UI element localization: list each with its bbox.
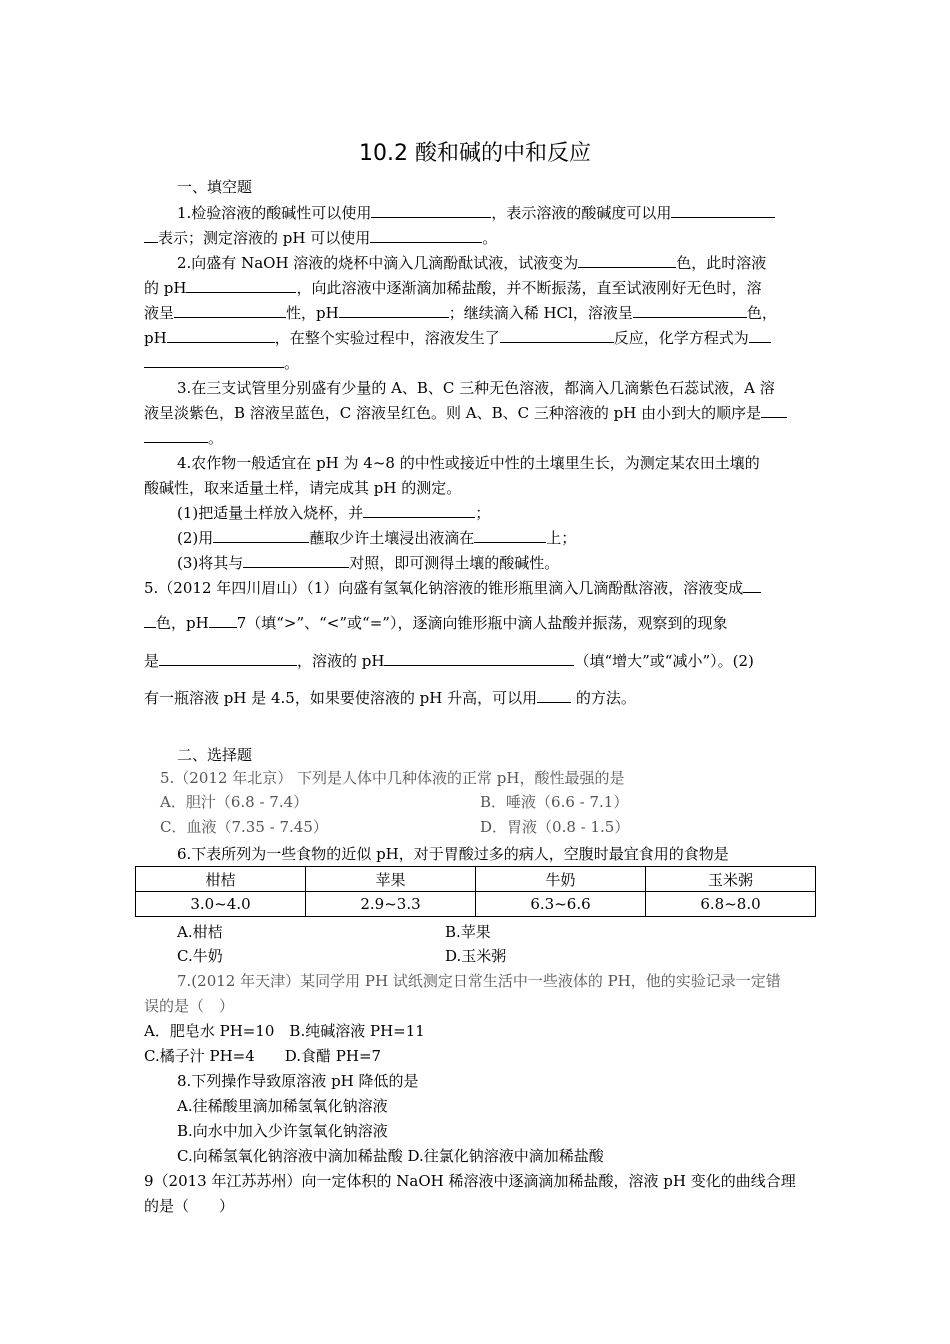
table-header-cell: 苹果	[306, 867, 476, 892]
choice-5-question: 5.（2012 年北京） 下列是人体中几种体液的正常 pH，酸性最强的是	[160, 769, 625, 787]
answer-blank	[159, 651, 297, 666]
table-header-row	[136, 867, 816, 892]
q2-text-d: ，向此溶液中逐渐滴加稀盐酸，并不断振荡，直至试液刚好无色时，溶	[296, 279, 762, 297]
choice-8-option-a: A.往稀酸里滴加稀氢氧化钠溶液	[177, 1097, 388, 1115]
choice-5-option-c: C．血液（7.35 - 7.45）	[160, 818, 328, 836]
choice-9-question-line-2: 的是（ ）	[144, 1197, 235, 1215]
answer-blank	[209, 613, 237, 628]
choice-8-question: 8.下列操作导致原溶液 pH 降低的是	[177, 1072, 419, 1090]
answer-blank	[371, 203, 491, 218]
q1-text-b: ，表示溶液的酸碱度可以用	[491, 204, 672, 222]
section-heading-choice: 二、选择题	[177, 746, 253, 764]
answer-blank	[578, 253, 676, 268]
q2-text-a: 2.向盛有 NaOH 溶液的烧杯中滴入几滴酚酞试液，试液变为	[177, 254, 579, 272]
answer-blank	[743, 578, 761, 593]
q4-text-c2: ；	[475, 504, 491, 522]
choice-7-options-ab: A．肥皂水 PH=10 B.纯碱溶液 PH=11	[144, 1022, 425, 1040]
answer-blank	[144, 228, 158, 243]
table-header-cell: 玉米粥	[646, 867, 816, 892]
choice-6-option-a: A.柑桔	[177, 923, 223, 941]
question-2-line-1	[177, 253, 766, 273]
answer-blank	[167, 328, 275, 343]
answer-blank	[500, 328, 614, 343]
page-title: 10.2 酸和碱的中和反应	[359, 141, 591, 166]
q5-text-d1: 有一瓶溶液 pH 是 4.5，如果要使溶液的 pH 升高，可以用	[144, 689, 538, 707]
answer-blank	[144, 428, 208, 443]
question-5-line-2	[144, 613, 727, 633]
q4-text-d2: 蘸取少许土壤浸出液滴在	[309, 529, 475, 547]
q3-text-c: 。	[208, 429, 224, 447]
answer-blank	[370, 228, 482, 243]
table-cell: 3.0~4.0	[136, 892, 306, 917]
choice-7-question-line-2: 误的是（ ）	[144, 997, 235, 1015]
choice-7-options-cd: C.橘子汁 PH=4 D.食醋 PH=7	[144, 1047, 382, 1065]
answer-blank	[363, 503, 475, 518]
answer-blank	[186, 278, 296, 293]
choice-6-option-d: D.玉米粥	[445, 947, 507, 965]
question-3-line-2	[144, 403, 787, 423]
q2-text-b: 色，此时溶液	[676, 254, 767, 272]
question-5-line-4	[144, 688, 636, 708]
q5-text-a: 5.（2012 年四川眉山）（1）向盛有氢氧化钠溶液的锥形瓶里滴入几滴酚酞溶液，溶液变成	[144, 579, 744, 597]
q5-text-c3: （填“增大”或“减小”）。(2)	[574, 652, 754, 670]
choice-6-option-b: B.苹果	[445, 923, 491, 941]
question-2-line-3	[144, 303, 777, 323]
q5-text-b1: 色，pH	[156, 614, 209, 632]
section-heading-fill: 一、填空题	[177, 178, 253, 196]
question-1-line-1	[177, 203, 775, 223]
answer-blank	[633, 303, 747, 318]
choice-5-option-b: B．唾液（6.6 - 7.1）	[480, 793, 629, 811]
q2-text-l: 。	[284, 354, 300, 372]
answer-blank	[474, 528, 546, 543]
q4-text-e2: 对照，即可测得土壤的酸碱性。	[349, 554, 560, 572]
table-row	[136, 892, 816, 917]
q5-text-d2: 的方法。	[571, 689, 636, 707]
answer-blank	[749, 328, 771, 343]
choice-6-question: 6.下表所列为一些食物的近似 pH，对于胃酸过多的病人，空腹时最宜食用的食物是	[177, 845, 729, 863]
table-cell: 6.8~8.0	[646, 892, 816, 917]
q3-text-b: 液呈淡紫色，B 溶液呈蓝色，C 溶液呈红色。则 A、B、C 三种溶液的 pH 由小到大的顺序是	[144, 404, 762, 422]
question-2-line-2	[144, 278, 761, 298]
q4-text-d3: 上；	[546, 529, 577, 547]
answer-blank	[537, 688, 571, 703]
answer-blank	[144, 613, 156, 628]
q1-text-d: 。	[482, 229, 498, 247]
q5-text-c1: 是	[144, 652, 160, 670]
answer-blank	[384, 651, 574, 666]
question-2-line-4	[144, 328, 771, 348]
choice-8-options-cd: C.向稀氢氧化钠溶液中滴加稀盐酸 D.往氯化钠溶液中滴加稀盐酸	[177, 1147, 604, 1165]
q2-text-i: pH	[144, 329, 167, 347]
q4-text-d1: (2)用	[177, 529, 214, 547]
question-1-line-2	[144, 228, 497, 248]
answer-blank	[243, 553, 349, 568]
answer-blank	[761, 403, 787, 418]
q4-text-e1: (3)将其与	[177, 554, 244, 572]
question-3-line-3	[144, 428, 223, 448]
question-4-line-2: 酸碱性，取来适量土样，请完成其 pH 的测定。	[144, 479, 462, 497]
q1-text-a: 1.检验溶液的酸碱性可以使用	[177, 204, 372, 222]
q4-text-c1: (1)把适量土样放入烧杯，并	[177, 504, 364, 522]
q2-text-h: 色，	[746, 304, 777, 322]
choice-8-option-b: B.向水中加入少许氢氧化钠溶液	[177, 1122, 388, 1140]
choice-5-option-a: A．胆汁（6.8 - 7.4）	[160, 793, 309, 811]
choice-5-option-d: D．胃液（0.8 - 1.5）	[480, 818, 630, 836]
q2-text-c: 的 pH	[144, 279, 187, 297]
q2-text-j: ，在整个实验过程中，溶液发生了	[274, 329, 500, 347]
q2-text-e: 液呈	[144, 304, 175, 322]
answer-blank	[339, 303, 449, 318]
q5-text-b2: 7（填“>”、“<”或“=”），逐滴向锥形瓶中滴人盐酸并振荡，观察到的现象	[236, 614, 728, 632]
table-header-cell: 柑桔	[136, 867, 306, 892]
table-cell: 2.9~3.3	[306, 892, 476, 917]
choice-7-question-line-1: 7.(2012 年天津）某同学用 PH 试纸测定日常生活中一些液体的 PH，他的实验记录一定错	[177, 972, 781, 990]
question-4-step-1	[177, 503, 490, 523]
choice-6-option-c: C.牛奶	[177, 947, 223, 965]
q1-text-c: 表示；测定溶液的 pH 可以使用	[158, 229, 371, 247]
question-4-step-2	[177, 528, 576, 548]
answer-blank	[213, 528, 309, 543]
answer-blank	[144, 353, 284, 368]
question-5-line-1	[144, 578, 761, 598]
q2-text-f: 性，pH	[286, 304, 339, 322]
answer-blank	[671, 203, 775, 218]
answer-blank	[174, 303, 286, 318]
choice-9-question-line-1: 9（2013 年江苏苏州）向一定体积的 NaOH 稀溶液中逐滴滴加稀盐酸，溶液 pH 变化的曲线合理	[144, 1172, 796, 1190]
question-3-line-1: 3.在三支试管里分别盛有少量的 A、B、C 三种无色溶液，都滴入几滴紫色石蕊试液，A 溶	[177, 379, 775, 397]
table-header-cell: 牛奶	[476, 867, 646, 892]
question-4-line-1: 4.农作物一般适宜在 pH 为 4~8 的中性或接近中性的土壤里生长，为测定某农田土壤的	[177, 454, 760, 472]
question-5-line-3	[144, 651, 754, 671]
question-2-line-5	[144, 353, 299, 373]
question-4-step-3	[177, 553, 559, 573]
food-ph-table	[135, 866, 816, 917]
q2-text-k: 反应，化学方程式为	[613, 329, 749, 347]
q5-text-c2: ，溶液的 pH	[297, 652, 385, 670]
table-cell: 6.3~6.6	[476, 892, 646, 917]
q2-text-g: ；继续滴入稀 HCl，溶液呈	[448, 304, 633, 322]
